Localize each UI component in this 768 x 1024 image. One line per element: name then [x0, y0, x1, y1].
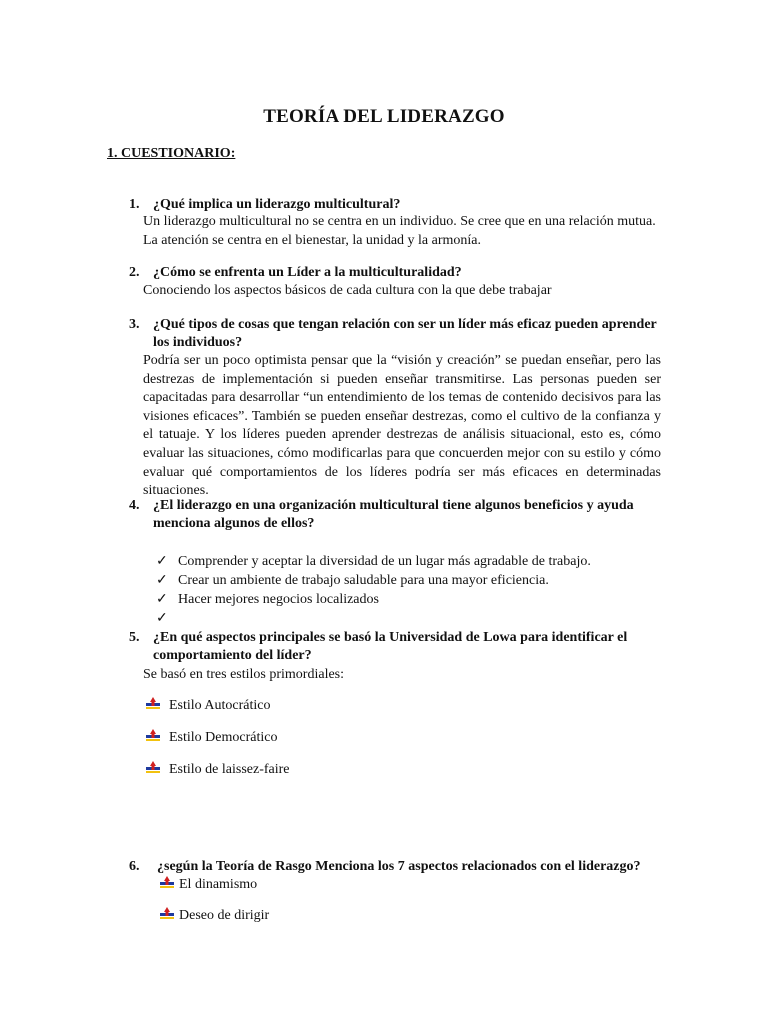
list-item	[145, 729, 277, 747]
answer-5: Se basó en tres estilos primordiales:	[143, 667, 345, 682]
list-item	[156, 590, 379, 609]
list-item	[156, 552, 591, 571]
question-number: 5.	[129, 630, 140, 645]
list-item	[156, 571, 549, 590]
list-item-text: Hacer mejores negocios localizados	[178, 592, 379, 607]
list-item-text: Estilo Autocrático	[169, 698, 271, 713]
list-item	[145, 697, 270, 715]
question-text: ¿Cómo se enfrenta un Líder a la multiculturalidad?	[153, 265, 462, 280]
answer-2: Conociendo los aspectos básicos de cada cultura con la que debe trabajar	[143, 283, 552, 298]
arrow-bullet-icon	[145, 729, 161, 743]
answer-1: Un liderazgo multicultural no se centra en un individuo. Se cree que en una relación mutua. La atención se centra en el bienestar, la unidad y la armonía.	[143, 214, 656, 248]
list-item	[156, 609, 178, 628]
list-item	[159, 907, 269, 925]
question-6	[129, 858, 689, 876]
arrow-bullet-icon	[159, 907, 175, 921]
list-item-text: Comprender y aceptar la diversidad de un lugar más agradable de trabajo.	[178, 554, 591, 569]
question-number: 2.	[129, 265, 140, 280]
question-number: 6.	[129, 859, 140, 874]
question-number: 3.	[129, 317, 140, 332]
question-text: ¿En qué aspectos principales se basó la Universidad de Lowa para identificar el	[153, 630, 628, 645]
list-item-text: Estilo Democrático	[169, 730, 278, 745]
question-4	[129, 497, 661, 533]
question-text: ¿según la Teoría de Rasgo Menciona los 7 aspectos relacionados con el liderazgo?	[157, 859, 641, 874]
question-5	[129, 629, 661, 665]
question-text: ¿Qué tipos de cosas que tengan relación con ser un líder más eficaz pueden aprender	[153, 317, 657, 332]
arrow-bullet-icon	[145, 697, 161, 711]
list-item-text: Crear un ambiente de trabajo saludable para una mayor eficiencia.	[178, 573, 549, 588]
question-text: ¿El liderazgo en una organización multicultural tiene algunos beneficios y ayuda	[153, 498, 634, 513]
question-text: ¿Qué implica un liderazgo multicultural?	[153, 197, 401, 212]
question-number: 1.	[129, 197, 140, 212]
list-item-text: Deseo de dirigir	[179, 908, 270, 923]
question-text-continued: menciona algunos de ellos?	[153, 516, 315, 531]
question-1	[129, 196, 661, 214]
list-item	[159, 876, 257, 894]
document-title: TEORÍA DEL LIDERAZGO	[263, 106, 505, 127]
list-item-text: El dinamismo	[179, 877, 258, 892]
arrow-bullet-icon	[145, 761, 161, 775]
question-number: 4.	[129, 498, 140, 513]
checkmark-icon: ✓	[156, 611, 168, 626]
section-heading: 1. CUESTIONARIO:	[107, 146, 236, 161]
question-text-continued: comportamiento del líder?	[153, 648, 312, 663]
question-text-continued: los individuos?	[153, 335, 243, 350]
answer-3: Podría ser un poco optimista pensar que la “visión y creación” se puedan enseñar, pero las destrezas de implementación si pueden enseñar transmitirse. Las personas pueden ser capacitadas para desarrollar “un entendimiento de los temas de contenido decisivos para las visiones eficaces”. También se pueden enseñar destrezas, como el cultivo de la confianza y el tatuaje. Y los líderes pueden aprender destrezas de análisis situacional, esto es, cómo evaluar las situaciones, cómo modificarlas para que concuerden mejor con su estilo y cómo evaluar qué comportamientos de los líderes podría ser más eficaces en determinadas situaciones.	[143, 353, 661, 499]
list-item	[145, 761, 290, 779]
arrow-bullet-icon	[159, 876, 175, 890]
checkmark-icon: ✓	[156, 592, 168, 607]
list-item-text: Estilo de laissez-faire	[169, 762, 290, 777]
checkmark-icon: ✓	[156, 573, 168, 588]
checkmark-icon: ✓	[156, 554, 168, 569]
question-2	[129, 264, 661, 282]
question-3	[129, 316, 661, 352]
